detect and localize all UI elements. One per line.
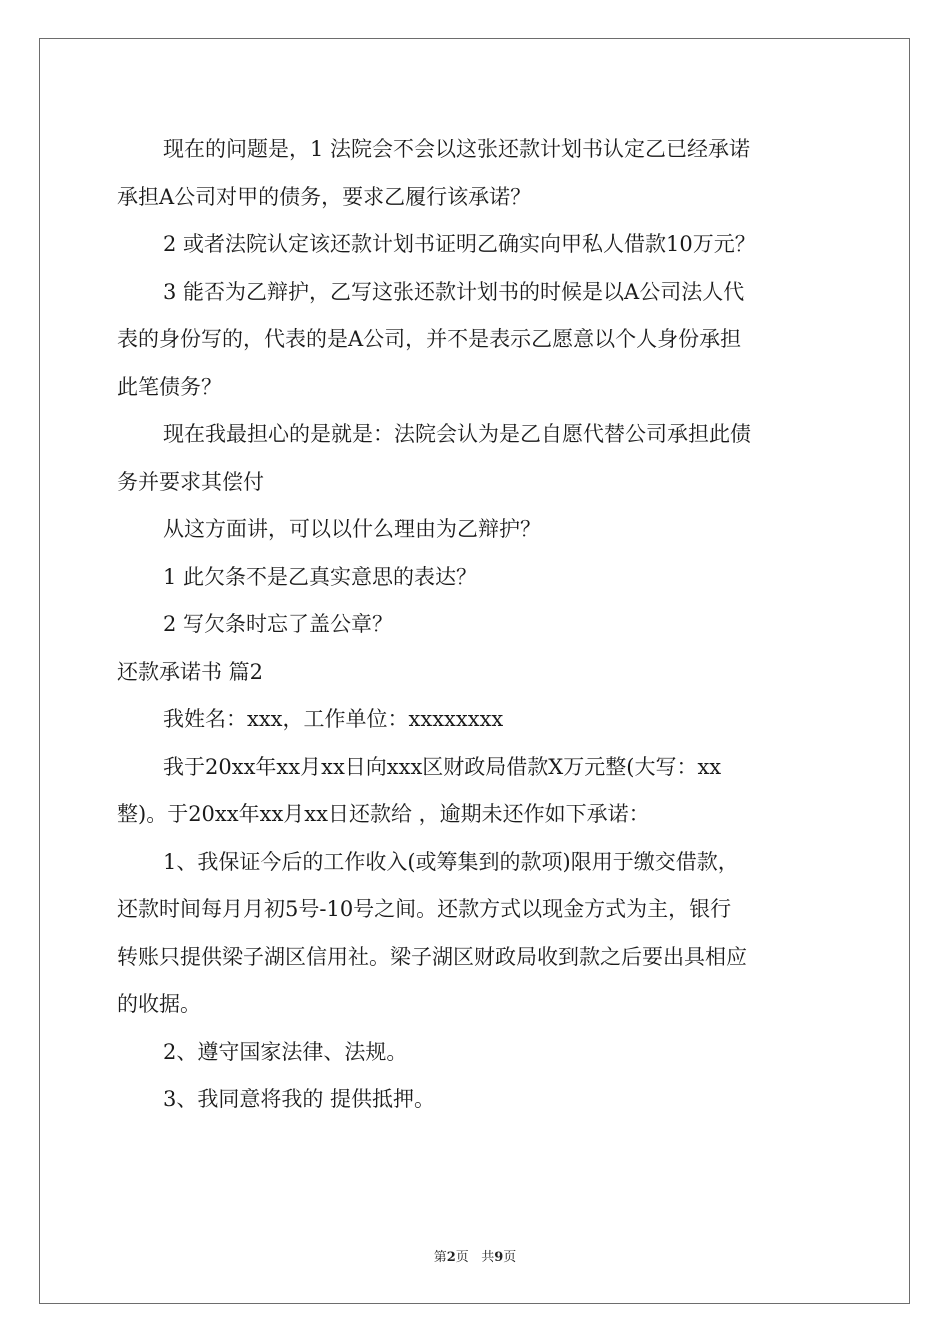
document-body <box>117 126 835 1124</box>
page-footer <box>0 1246 950 1265</box>
footer-total-pages: 9 <box>494 1250 504 1265</box>
paragraph-3-line-3: 此笔债务？ <box>117 374 222 399</box>
paragraph-12-line-1: 2、遵守国家法律、法规。 <box>163 1039 408 1064</box>
paragraph-11-line-1: 1、我保证今后的工作收入(或筹集到的款项)限用于缴交借款， <box>163 849 739 874</box>
paragraph-10-line-1: 我于20xx年xx月xx日向xxx区财政局借款X万元整(大写：xx <box>163 754 722 779</box>
paragraph-1-line-1: 现在的问题是，1 法院会不会以这张还款计划书认定乙已经承诺 <box>163 137 751 161</box>
paragraph-7-line-1: 2 写欠条时忘了盖公章？ <box>163 612 394 636</box>
paragraph-1-line-2: 承担A公司对甲的债务，要求乙履行该承诺？ <box>117 184 532 209</box>
footer-page-suffix: 页 <box>455 1250 469 1265</box>
paragraph-10-line-2: 整)。于20xx年xx月xx日还款给 ，逾期未还作如下承诺： <box>117 802 650 826</box>
paragraph-8-line-1: 还款承诺书 篇2 <box>117 659 264 684</box>
paragraph-4-line-2: 务并要求其偿付 <box>117 469 264 494</box>
paragraph-3-line-1: 3 能否为乙辩护，乙写这张还款计划书的时候是以A公司法人代 <box>163 279 745 304</box>
paragraph-9-line-1: 我姓名：xxx，工作单位：xxxxxxxx <box>163 707 504 731</box>
paragraph-3-line-2: 表的身份写的，代表的是A公司，并不是表示乙愿意以个人身份承担 <box>117 327 742 351</box>
footer-page-number: 2 <box>446 1250 456 1265</box>
paragraph-11-line-3: 转账只提供梁子湖区信用社。梁子湖区财政局收到款之后要出具相应 <box>117 944 747 969</box>
footer-total-suffix: 页 <box>503 1250 517 1265</box>
paragraph-11-line-4: 的收据。 <box>117 992 201 1016</box>
paragraph-2-line-1: 2 或者法院认定该还款计划书证明乙确实向甲私人借款10万元？ <box>163 232 756 256</box>
paragraph-13-line-1: 3、我同意将我的 提供抵押。 <box>163 1087 436 1111</box>
footer-page-prefix: 第 <box>433 1250 447 1265</box>
paragraph-6-line-1: 1 此欠条不是乙真实意思的表达？ <box>163 564 478 589</box>
footer-total-prefix: 共 <box>481 1250 495 1265</box>
paragraph-4-line-1: 现在我最担心的是就是：法院会认为是乙自愿代替公司承担此债 <box>163 422 751 446</box>
paragraph-5-line-1: 从这方面讲，可以以什么理由为乙辩护？ <box>163 517 541 541</box>
paragraph-11-line-2: 还款时间每月月初5号-10号之间。还款方式以现金方式为主，银行 <box>117 897 732 921</box>
